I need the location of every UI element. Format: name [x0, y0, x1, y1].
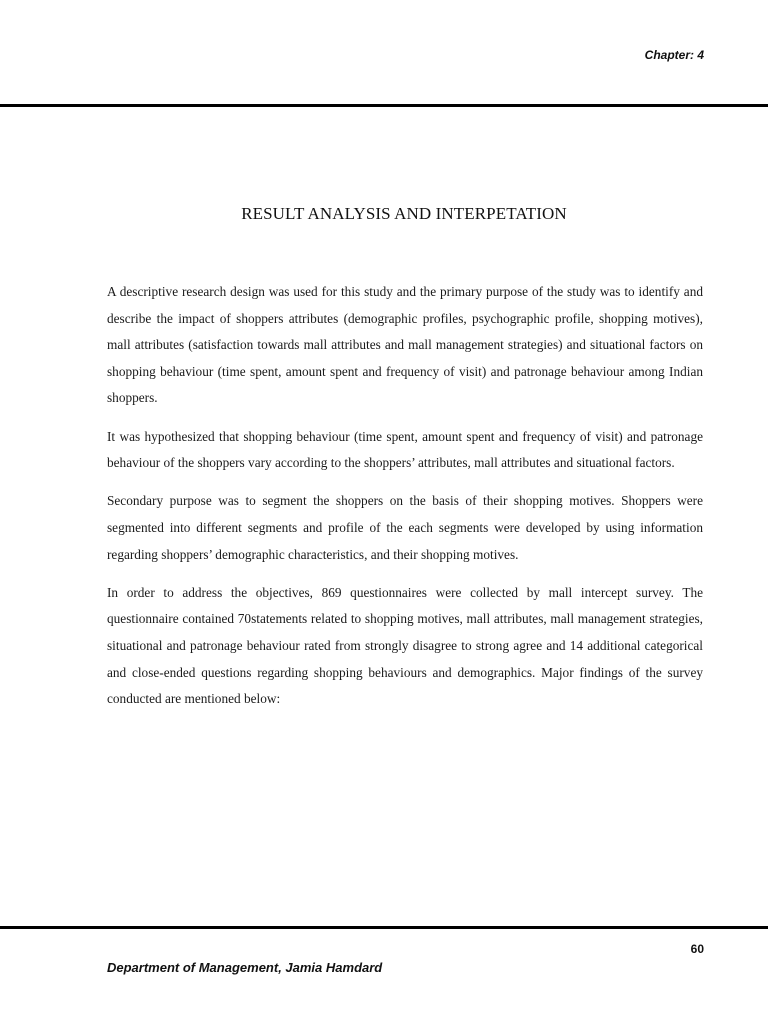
footer-divider	[0, 926, 768, 929]
chapter-header: Chapter: 4	[644, 48, 704, 62]
footer-department: Department of Management, Jamia Hamdard	[107, 960, 383, 975]
paragraph: It was hypothesized that shopping behaviour (time spent, amount spent and frequency of visit) and patronage behaviour of the shoppers vary according to the shoppers’ attributes, mall attributes and situational factors.	[107, 428, 703, 471]
paragraph: A descriptive research design was used for this study and the primary purpose of the study was to identify and describe the impact of shoppers attributes (demographic profiles, psychographic profile, shopping motives), mall attributes (satisfaction towards mall attributes and mall management strategies) and situational factors on shopping behaviour (time spent, amount spent and frequency of visit) and patronage behaviour among Indian shoppers.	[107, 284, 703, 406]
page-number: 60	[690, 942, 704, 956]
body-text	[107, 279, 703, 724]
paragraph: In order to address the objectives, 869 questionnaires were collected by mall intercept survey. The questionnaire contained 70statements related to shopping motives, mall attributes, mall management strategies, situational and patronage behaviour rated from strongly disagree to strong agree and 14 additional categorical and close-ended questions regarding shopping behaviours and demographics. Major findings of the survey conducted are mentioned below:	[107, 584, 703, 707]
page-title: RESULT ANALYSIS AND INTERPETATION	[241, 204, 567, 223]
header-divider	[0, 104, 768, 107]
paragraph: Secondary purpose was to segment the shoppers on the basis of their shopping motives. Shoppers were segmented into different segments and profile of the each segments were developed by using information regarding shoppers’ demographic characteristics, and their shopping motives.	[107, 493, 703, 562]
